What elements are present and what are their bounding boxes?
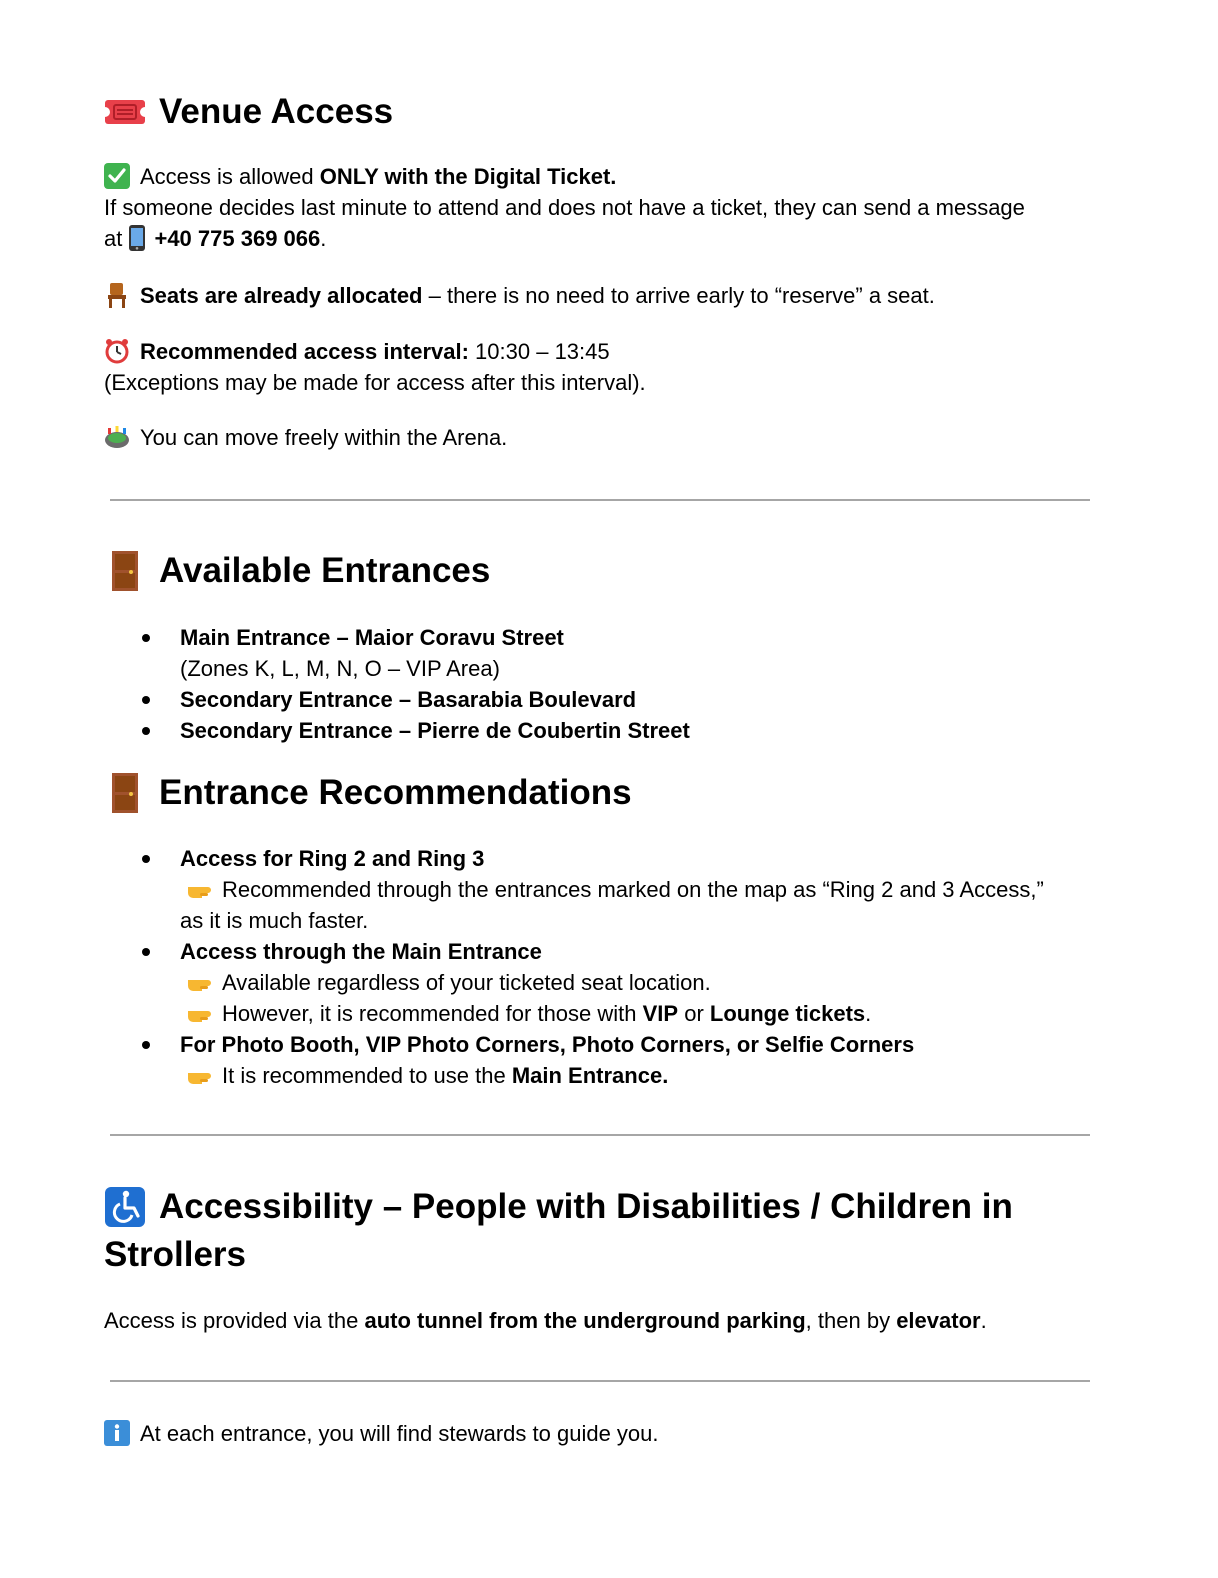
venue-access-heading (104, 88, 393, 136)
list-item (142, 684, 690, 715)
move-text: You can move freely within the Arena. (140, 425, 508, 450)
ring-access-label: Access for Ring 2 and Ring 3 (180, 846, 485, 871)
check-icon (104, 163, 130, 189)
pointing-hand-icon (186, 1002, 216, 1024)
recommendations-heading (104, 769, 632, 817)
alarm-clock-icon (104, 338, 130, 364)
ring-access-line1-text: Recommended through the entrances marked on the map as “Ring 2 and 3 Access,” (222, 877, 1044, 902)
door-icon (104, 772, 146, 814)
list-item (142, 622, 690, 684)
pointing-hand-icon (186, 878, 216, 900)
lounge-bold: Lounge tickets (709, 1001, 866, 1026)
photo-access-line-pre: It is recommended to use the (222, 1063, 512, 1088)
phone-number[interactable]: +40 775 369 066 (154, 226, 321, 251)
accessibility-post: . (980, 1308, 987, 1333)
pointing-hand-icon (186, 1064, 216, 1086)
interval-line (104, 336, 610, 367)
entrance-main-note: (Zones K, L, M, N, O – VIP Area) (180, 656, 500, 681)
divider (110, 499, 1090, 501)
message-line-1: If someone decides last minute to attend and does not have a ticket, they can send a message (104, 195, 1025, 220)
door-icon (104, 550, 146, 592)
accessibility-text (104, 1305, 987, 1336)
entrance-coubertin-label: Secondary Entrance – Pierre de Coubertin Street (180, 718, 690, 743)
stewards-line (104, 1418, 659, 1449)
info-icon (104, 1420, 130, 1446)
mobile-phone-icon (128, 225, 146, 251)
main-access-line1-text: Available regardless of your ticketed seat location. (222, 970, 711, 995)
main-access-line2 (180, 998, 1044, 1029)
seats-text: – there is no need to arrive early to “reserve” a seat. (422, 283, 935, 308)
ticket-line (104, 161, 616, 192)
move-line (104, 422, 507, 453)
recommendations-title: Entrance Recommendations (159, 773, 632, 812)
list-item (142, 936, 1044, 1029)
exceptions-line: (Exceptions may be made for access after this interval). (104, 370, 646, 395)
main-access-line2-post: . (865, 1001, 872, 1026)
or-text: or (678, 1001, 710, 1026)
message-line-2-pre: at (104, 226, 129, 251)
accessibility-pre: Access is provided via the (104, 1308, 365, 1333)
vip-bold: VIP (642, 1001, 679, 1026)
photo-access-label: For Photo Booth, VIP Photo Corners, Photo Corners, or Selfie Corners (180, 1032, 915, 1057)
chair-icon (104, 282, 130, 308)
list-item (142, 715, 690, 746)
wheelchair-icon (104, 1186, 146, 1228)
accessibility-heading-line2 (104, 1231, 246, 1279)
accessibility-heading (104, 1183, 1013, 1231)
venue-access-title: Venue Access (159, 92, 394, 131)
stewards-text: At each entrance, you will find stewards to guide you. (140, 1421, 659, 1446)
seats-line (104, 280, 935, 311)
photo-access-line-bold: Main Entrance. (511, 1063, 669, 1088)
accessibility-title-line1: Accessibility – People with Disabilities / Children in (159, 1187, 1013, 1226)
entrances-title: Available Entrances (159, 551, 491, 590)
main-access-label: Access through the Main Entrance (180, 939, 542, 964)
entrances-list (142, 622, 690, 746)
list-item (142, 1029, 1044, 1091)
message-line-2 (104, 223, 326, 254)
accessibility-tunnel-bold: auto tunnel from the underground parking (364, 1308, 806, 1333)
photo-access-line (180, 1060, 1044, 1091)
entrance-main-label: Main Entrance – Maior Coravu Street (180, 625, 564, 650)
ticket-line-text: Access is allowed (140, 164, 320, 189)
ring-access-line2: as it is much faster. (180, 908, 369, 933)
accessibility-mid: , then by (805, 1308, 897, 1333)
main-access-line1 (180, 967, 1044, 998)
divider (110, 1380, 1090, 1382)
accessibility-title-line2: Strollers (104, 1235, 246, 1274)
interval-text: 10:30 – 13:45 (468, 339, 610, 364)
interval-bold: Recommended access interval: (140, 339, 469, 364)
stadium-icon (104, 424, 130, 450)
main-access-line2-pre: However, it is recommended for those with (222, 1001, 643, 1026)
message-line-2-post: . (320, 226, 327, 251)
ticket-line-bold: ONLY with the Digital Ticket. (319, 164, 617, 189)
entrances-heading (104, 547, 490, 595)
seats-bold: Seats are already allocated (140, 283, 423, 308)
divider (110, 1134, 1090, 1136)
pointing-hand-icon (186, 971, 216, 993)
entrance-basarabia-label: Secondary Entrance – Basarabia Boulevard (180, 687, 637, 712)
ticket-icon (104, 91, 146, 133)
accessibility-elevator-bold: elevator (896, 1308, 981, 1333)
list-item (142, 843, 1044, 936)
recommendations-list (142, 843, 1044, 1091)
ring-access-line1 (180, 874, 1044, 905)
